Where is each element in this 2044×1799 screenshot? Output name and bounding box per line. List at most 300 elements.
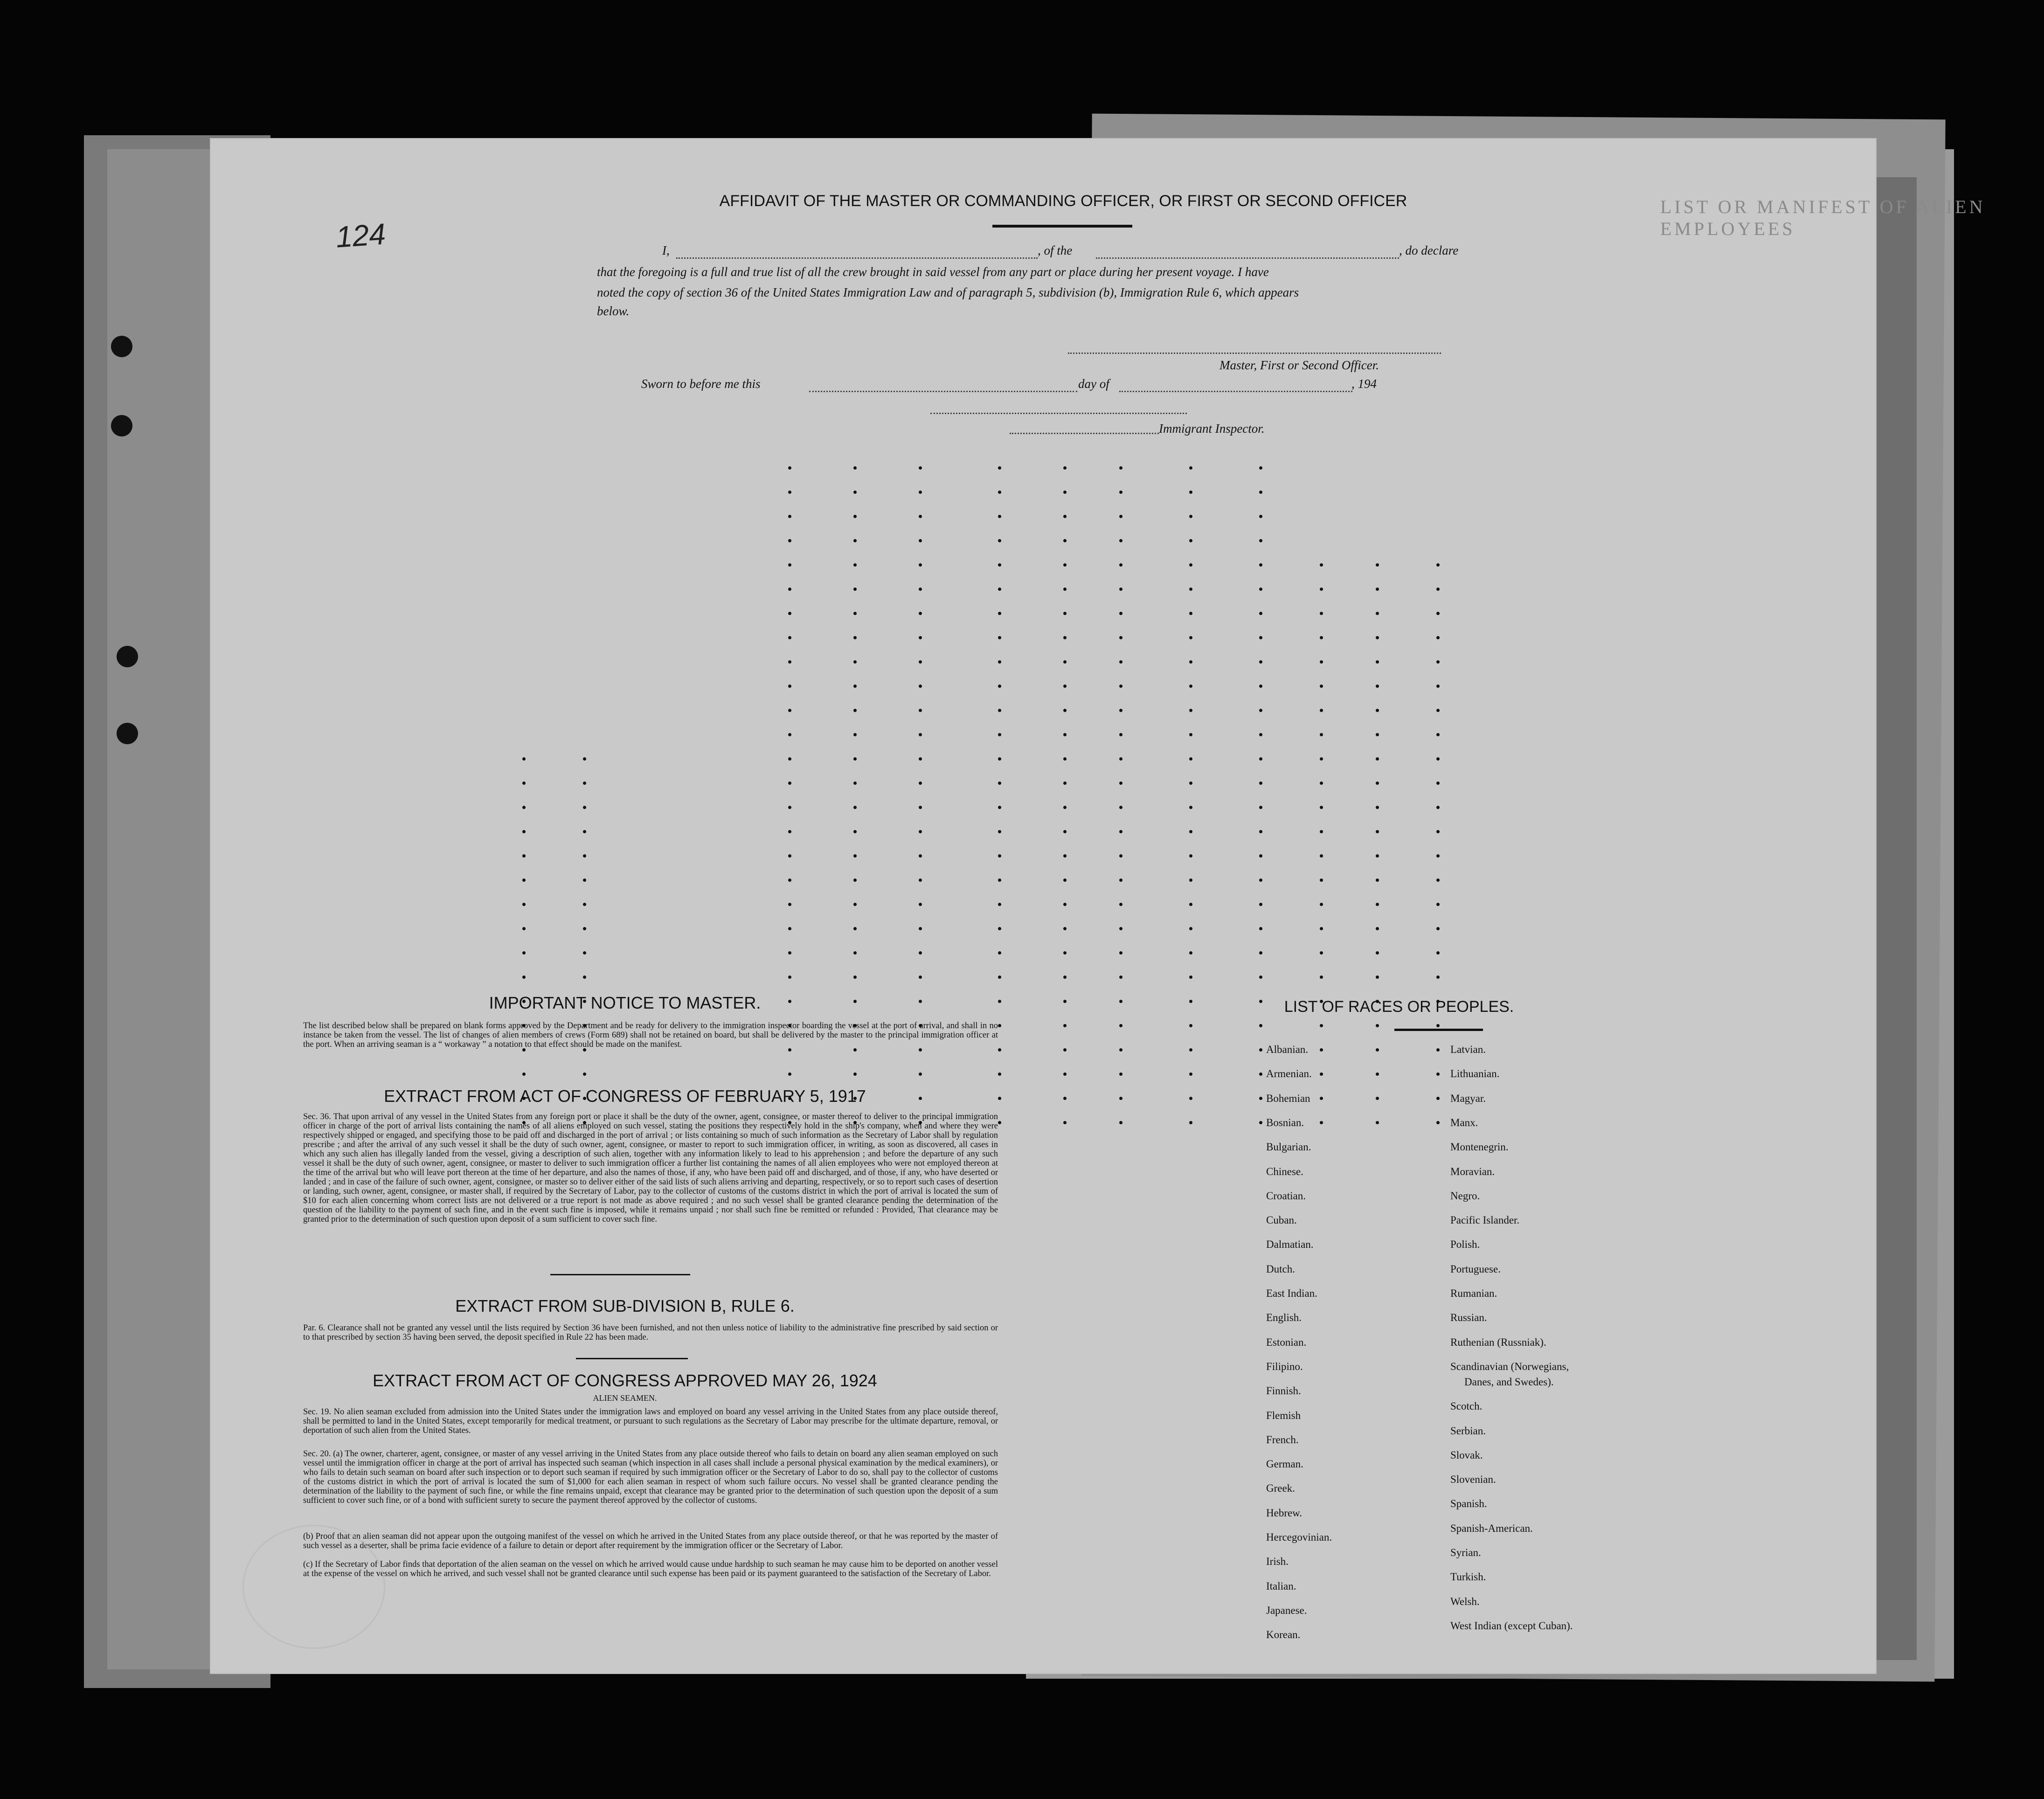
grid-dot [1259, 1121, 1262, 1124]
grid-dot [998, 466, 1001, 470]
race-item: Korean. [1266, 1629, 1301, 1641]
grid-dot [1259, 951, 1262, 955]
grid-dot [998, 685, 1001, 688]
extract-1924-sec20b: (b) Proof that an alien seaman did not appear upon the outgoing manifest of the vessel on which he arrived in the United States from any place outside thereof, or that he was reported by the master of such vessel as a deserter, shall be prima facie evidence of a failure to detain or deport after requirement by the immigration officer or the Secretary of Labor. [303, 1532, 998, 1550]
race-item: Magyar. [1450, 1092, 1486, 1104]
grid-dot [583, 806, 586, 809]
grid-dot [1436, 685, 1440, 688]
race-item: Armenian. [1266, 1068, 1312, 1080]
grid-dot [1259, 1048, 1262, 1052]
grid-dot [1376, 709, 1379, 712]
grid-dot [1189, 879, 1192, 882]
extract-rule6-body: Par. 6. Clearance shall not be granted any vessel until the lists required by Section 36 have been furnished, and not then unless notice of liability to the administrative fine prescribed by said section or to that prescribed by section 35 having been served, the deposit specified in Rule 22 has been made. [303, 1323, 998, 1342]
master-signature-label: Master, First or Second Officer. [1219, 358, 1379, 372]
grid-dot [1259, 976, 1262, 979]
grid-dot [1436, 879, 1440, 882]
race-item: Portuguese. [1450, 1263, 1501, 1275]
grid-dot [1063, 733, 1067, 736]
race-item: Hebrew. [1266, 1507, 1303, 1519]
grid-dot [1063, 588, 1067, 591]
grid-dot [919, 563, 922, 567]
grid-dot [1259, 1024, 1262, 1027]
grid-dot [1063, 1024, 1067, 1027]
grid-dot [853, 563, 857, 567]
grid-dot [1436, 806, 1440, 809]
grid-dot [788, 830, 791, 833]
grid-dot [1320, 636, 1323, 639]
races-title: LIST OF RACES OR PEOPLES. [1284, 998, 1514, 1016]
grid-dot [1436, 976, 1440, 979]
sworn-year: , 194 [1351, 377, 1377, 391]
grid-dot [788, 563, 791, 567]
grid-dot [583, 976, 586, 979]
race-item: Spanish-American. [1450, 1522, 1533, 1534]
grid-dot [1376, 685, 1379, 688]
affidavit-do-declare: , do declare [1399, 243, 1459, 257]
grid-dot [853, 685, 857, 688]
grid-dot [1320, 1048, 1323, 1052]
grid-dot [1063, 1072, 1067, 1076]
grid-dot [1119, 757, 1122, 761]
race-item: Irish. [1266, 1556, 1289, 1568]
grid-dot [853, 709, 857, 712]
punch-hole [111, 336, 132, 357]
grid-dot [998, 733, 1001, 736]
race-item: Moravian. [1450, 1165, 1495, 1177]
grid-dot [1320, 685, 1323, 688]
grid-dot [853, 733, 857, 736]
grid-dot [1436, 1048, 1440, 1052]
grid-dot [1063, 1000, 1067, 1003]
grid-dot [1189, 1121, 1192, 1124]
race-item: Russian. [1450, 1312, 1487, 1324]
grid-dot [998, 491, 1001, 494]
grid-dot [1259, 539, 1262, 542]
grid-dot [1376, 879, 1379, 882]
grid-dot [1119, 782, 1122, 785]
grid-dot [1320, 879, 1323, 882]
grid-dot [522, 951, 526, 955]
grid-dot [522, 854, 526, 858]
grid-dot [1119, 709, 1122, 712]
grid-dot [919, 612, 922, 615]
affidavit-title: AFFIDAVIT OF THE MASTER OR COMMANDING OFFICER, OR FIRST OR SECOND OFFICER [719, 192, 1407, 210]
grid-dot [1119, 563, 1122, 567]
vessel-blank [1096, 257, 1399, 259]
grid-dot [1119, 733, 1122, 736]
grid-dot [1259, 733, 1262, 736]
grid-dot [522, 1072, 526, 1076]
grid-dot [853, 903, 857, 906]
grid-dot [583, 951, 586, 955]
grid-dot [998, 612, 1001, 615]
grid-dot [788, 515, 791, 518]
grid-dot [1436, 951, 1440, 955]
race-item: Scotch. [1450, 1400, 1483, 1412]
grid-dot [788, 927, 791, 930]
grid-dot [1119, 927, 1122, 930]
race-item: Polish. [1450, 1239, 1480, 1251]
grid-dot [1119, 660, 1122, 664]
grid-dot [1119, 1048, 1122, 1052]
grid-dot [1436, 709, 1440, 712]
race-item: Serbian. [1450, 1425, 1486, 1437]
grid-dot [788, 879, 791, 882]
grid-dot [1063, 1097, 1067, 1100]
grid-dot [1189, 685, 1192, 688]
grid-dot [788, 539, 791, 542]
race-item: Bohemian [1266, 1092, 1310, 1104]
affidavit-of-the: , of the [1038, 243, 1073, 257]
grid-dot [522, 927, 526, 930]
grid-dot [1376, 733, 1379, 736]
notice-body: The list described below shall be prepared on blank forms approved by the Department and be ready for delivery to the immigration inspector boarding the vessel at the port of arrival, and shall in no instance be taken from the vessel. The list of changes of alien members of crews (Form 689) shall not be retained on board, but shall be delivered by the master to the principal immigration officer at the port. When an arriving seaman is a “ workaway ” a notation to that effect should be made on the manifest. [303, 1021, 998, 1049]
race-item: Negro. [1450, 1190, 1480, 1202]
grid-dot [998, 757, 1001, 761]
grid-dot [1320, 757, 1323, 761]
grid-dot [1259, 515, 1262, 518]
grid-dot [788, 976, 791, 979]
race-item: Welsh. [1450, 1595, 1480, 1607]
grid-dot [1259, 1072, 1262, 1076]
grid-dot [1119, 830, 1122, 833]
race-item: Flemish [1266, 1409, 1301, 1421]
grid-dot [1259, 782, 1262, 785]
affidavit-line3: noted the copy of section 36 of the United States Immigration Law and of paragraph 5, subdivision (b), Immigration Rule 6, which appears [597, 285, 1299, 299]
grid-dot [1063, 491, 1067, 494]
grid-dot [1436, 782, 1440, 785]
race-item: Pacific Islander. [1450, 1214, 1520, 1226]
grid-dot [1063, 854, 1067, 858]
grid-dot [1189, 951, 1192, 955]
grid-dot [998, 854, 1001, 858]
grid-dot [1259, 709, 1262, 712]
grid-dot [1259, 636, 1262, 639]
grid-dot [998, 539, 1001, 542]
grid-dot [1063, 903, 1067, 906]
grid-dot [1320, 733, 1323, 736]
race-item: Scandinavian (Norwegians, [1450, 1360, 1569, 1372]
master-signature-line [1068, 353, 1441, 354]
grid-dot [1063, 709, 1067, 712]
inspector-line-1 [930, 413, 1187, 414]
grid-dot [1436, 563, 1440, 567]
handwritten-page-number: 124 [334, 217, 387, 254]
embossed-seal [243, 1525, 385, 1649]
race-item: Danes, and Swedes). [1464, 1376, 1554, 1388]
grid-dot [583, 927, 586, 930]
grid-dot [583, 782, 586, 785]
grid-dot [1189, 1097, 1192, 1100]
grid-dot [998, 806, 1001, 809]
grid-dot [1119, 1072, 1122, 1076]
grid-dot [1436, 1097, 1440, 1100]
race-item: Finnish. [1266, 1385, 1301, 1397]
grid-dot [1320, 563, 1323, 567]
grid-dot [1436, 757, 1440, 761]
grid-dot [1376, 927, 1379, 930]
grid-dot [1189, 782, 1192, 785]
grid-dot [1189, 1048, 1192, 1052]
race-item: Albanian. [1266, 1044, 1309, 1055]
manifest-form-page [211, 139, 1876, 1673]
grid-dot [1119, 951, 1122, 955]
grid-dot [1189, 927, 1192, 930]
grid-dot [1376, 976, 1379, 979]
grid-dot [788, 660, 791, 664]
grid-dot [919, 903, 922, 906]
punch-hole [117, 723, 138, 744]
grid-dot [919, 636, 922, 639]
race-item: Croatian. [1266, 1190, 1306, 1202]
grid-dot [853, 612, 857, 615]
extract-rule6-title: EXTRACT FROM SUB-DIVISION B, RULE 6. [455, 1296, 795, 1315]
grid-dot [1259, 757, 1262, 761]
sworn-day-of: day of [1078, 377, 1109, 391]
section-rule [550, 1274, 690, 1275]
grid-dot [998, 1097, 1001, 1100]
grid-dot [522, 806, 526, 809]
grid-dot [1063, 757, 1067, 761]
grid-dot [1063, 515, 1067, 518]
grid-dot [1119, 685, 1122, 688]
grid-dot [1119, 1097, 1122, 1100]
grid-dot [1320, 588, 1323, 591]
grid-dot [788, 612, 791, 615]
grid-dot [1063, 1121, 1067, 1124]
grid-dot [1259, 588, 1262, 591]
grid-dot [919, 806, 922, 809]
race-item: Bulgarian. [1266, 1141, 1311, 1153]
grid-dot [1259, 903, 1262, 906]
grid-dot [1376, 1048, 1379, 1052]
grid-dot [853, 539, 857, 542]
grid-dot [1189, 491, 1192, 494]
grid-dot [998, 1024, 1001, 1027]
grid-dot [1376, 636, 1379, 639]
name-blank [676, 257, 1038, 259]
grid-dot [788, 951, 791, 955]
grid-dot [1376, 903, 1379, 906]
grid-dot [1189, 854, 1192, 858]
grid-dot [1189, 539, 1192, 542]
race-item: Rumanian. [1450, 1287, 1497, 1299]
title-rule [992, 225, 1132, 228]
grid-dot [1119, 636, 1122, 639]
grid-dot [1119, 515, 1122, 518]
grid-dot [1063, 563, 1067, 567]
grid-dot [998, 830, 1001, 833]
grid-dot [1436, 588, 1440, 591]
grid-dot [919, 491, 922, 494]
grid-dot [1189, 612, 1192, 615]
grid-dot [853, 854, 857, 858]
grid-dot [853, 588, 857, 591]
grid-dot [998, 1000, 1001, 1003]
grid-dot [1189, 903, 1192, 906]
races-rule [1394, 1029, 1483, 1031]
race-item: Ruthenian (Russniak). [1450, 1336, 1546, 1348]
grid-dot [919, 951, 922, 955]
grid-dot [998, 660, 1001, 664]
grid-dot [1436, 903, 1440, 906]
grid-dot [522, 830, 526, 833]
grid-dot [853, 879, 857, 882]
grid-dot [788, 1072, 791, 1076]
grid-dot [853, 1072, 857, 1076]
grid-dot [1259, 466, 1262, 470]
grid-dot [1189, 1000, 1192, 1003]
grid-dot [1320, 709, 1323, 712]
grid-dot [1259, 685, 1262, 688]
grid-dot [788, 588, 791, 591]
grid-dot [919, 466, 922, 470]
race-item: Manx. [1450, 1116, 1478, 1128]
grid-dot [1259, 563, 1262, 567]
inspector-line-2 [1010, 433, 1159, 434]
race-item: East Indian. [1266, 1287, 1317, 1299]
race-item: Japanese. [1266, 1604, 1307, 1616]
grid-dot [998, 1072, 1001, 1076]
grid-dot [1436, 636, 1440, 639]
grid-dot [1436, 1024, 1440, 1027]
race-item: Lithuanian. [1450, 1068, 1500, 1080]
grid-dot [1320, 1121, 1323, 1124]
grid-dot [788, 466, 791, 470]
race-item: Estonian. [1266, 1336, 1307, 1348]
grid-dot [1063, 466, 1067, 470]
grid-dot [998, 709, 1001, 712]
grid-dot [1063, 660, 1067, 664]
punch-hole [117, 646, 138, 667]
grid-dot [1063, 1048, 1067, 1052]
grid-dot [919, 782, 922, 785]
race-item: Slovenian. [1450, 1474, 1496, 1486]
extract-1924-sec19: Sec. 19. No alien seaman excluded from admission into the United States under the immigration laws and employed on board any vessel arriving in the United States from any place outside thereof, shall be permitted to land in the United States, except temporarily for medical treatment, or pursuant to such regulations as the Secretary of Labor may prescribe for the ultimate departure, removal, or deportation of such alien from the United States. [303, 1407, 998, 1435]
grid-dot [853, 636, 857, 639]
race-item: Filipino. [1266, 1360, 1303, 1372]
grid-dot [998, 1121, 1001, 1124]
grid-dot [919, 660, 922, 664]
grid-dot [788, 685, 791, 688]
grid-dot [998, 515, 1001, 518]
grid-dot [1063, 879, 1067, 882]
grid-dot [1320, 612, 1323, 615]
grid-dot [1436, 660, 1440, 664]
grid-dot [788, 757, 791, 761]
race-item: Greek. [1266, 1482, 1295, 1495]
sworn-prefix: Sworn to before me this [641, 377, 761, 391]
grid-dot [853, 806, 857, 809]
grid-dot [1436, 927, 1440, 930]
grid-dot [1189, 660, 1192, 664]
grid-dot [1259, 660, 1262, 664]
sworn-month-blank [1119, 391, 1352, 392]
grid-dot [1189, 1024, 1192, 1027]
race-item: Bosnian. [1266, 1116, 1304, 1128]
grid-dot [1376, 854, 1379, 858]
grid-dot [522, 879, 526, 882]
grid-dot [1259, 854, 1262, 858]
grid-dot [1376, 563, 1379, 567]
grid-dot [1436, 733, 1440, 736]
grid-dot [1063, 976, 1067, 979]
grid-dot [1376, 830, 1379, 833]
grid-dot [1063, 830, 1067, 833]
affidavit-line4: below. [597, 304, 630, 318]
grid-dot [853, 757, 857, 761]
race-item: Latvian. [1450, 1044, 1486, 1055]
affidavit-line2: that the foregoing is a full and true list of all the crew brought in said vessel from any part or place during her present voyage. I have [597, 265, 1269, 279]
grid-dot [788, 903, 791, 906]
grid-dot [1376, 951, 1379, 955]
grid-dot [1119, 466, 1122, 470]
grid-dot [919, 685, 922, 688]
race-item: English. [1266, 1312, 1302, 1324]
grid-dot [583, 830, 586, 833]
grid-dot [522, 976, 526, 979]
race-item: Dalmatian. [1266, 1239, 1314, 1251]
sworn-day-blank [809, 391, 1077, 392]
grid-dot [1320, 660, 1323, 664]
race-item: Spanish. [1450, 1498, 1487, 1510]
grid-dot [1436, 612, 1440, 615]
grid-dot [1376, 1072, 1379, 1076]
punch-hole [111, 415, 132, 436]
grid-dot [1063, 636, 1067, 639]
grid-dot [1320, 782, 1323, 785]
race-item: Turkish. [1450, 1571, 1486, 1583]
grid-dot [998, 927, 1001, 930]
grid-dot [919, 1072, 922, 1076]
grid-dot [1119, 588, 1122, 591]
grid-dot [853, 491, 857, 494]
grid-dot [1259, 491, 1262, 494]
grid-dot [1119, 1024, 1122, 1027]
race-item: West Indian (except Cuban). [1450, 1619, 1573, 1632]
grid-dot [1189, 636, 1192, 639]
race-item: Dutch. [1266, 1263, 1295, 1275]
race-item: Chinese. [1266, 1165, 1303, 1177]
grid-dot [1320, 806, 1323, 809]
grid-dot [1189, 515, 1192, 518]
grid-dot [1259, 927, 1262, 930]
grid-dot [1063, 782, 1067, 785]
grid-dot [1119, 1000, 1122, 1003]
grid-dot [1259, 1097, 1262, 1100]
grid-dot [919, 539, 922, 542]
grid-dot [1189, 806, 1192, 809]
grid-dot [919, 976, 922, 979]
grid-dot [1119, 854, 1122, 858]
grid-dot [1320, 854, 1323, 858]
grid-dot [1259, 879, 1262, 882]
grid-dot [1063, 685, 1067, 688]
inspector-label: Immigrant Inspector. [1159, 422, 1265, 436]
grid-dot [1189, 466, 1192, 470]
grid-dot [1063, 612, 1067, 615]
grid-dot [1259, 830, 1262, 833]
grid-dot [919, 830, 922, 833]
grid-dot [1189, 563, 1192, 567]
grid-dot [853, 951, 857, 955]
grid-dot [998, 563, 1001, 567]
grid-dot [1119, 976, 1122, 979]
grid-dot [1063, 951, 1067, 955]
grid-dot [1189, 1072, 1192, 1076]
grid-dot [853, 927, 857, 930]
grid-dot [788, 806, 791, 809]
